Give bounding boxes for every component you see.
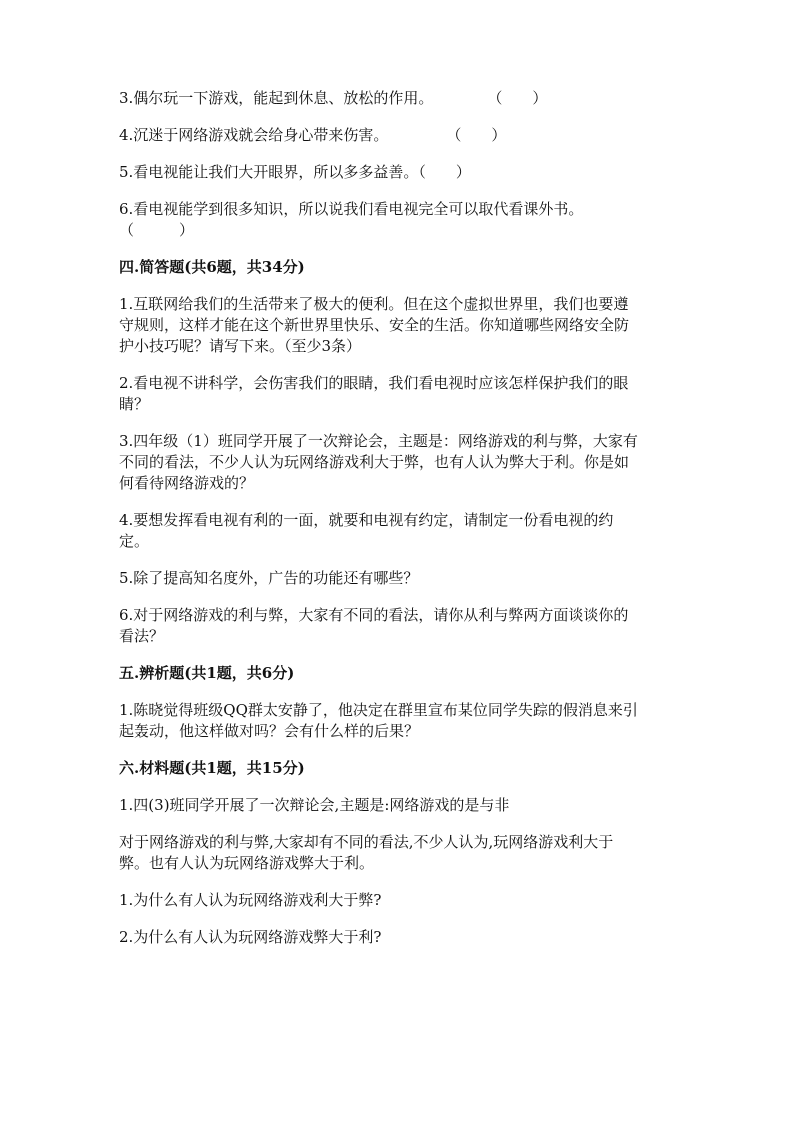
item-line: 不同的看法，不少人认为玩网络游戏利大于弊，也有人认为弊大于利。你是如 bbox=[119, 453, 630, 471]
item-line: 6.对于网络游戏的利与弊，大家有不同的看法，请你从利与弊两方面谈谈你的 bbox=[119, 606, 629, 624]
answer-blank[interactable]: （ ） bbox=[446, 126, 507, 144]
item-line: 3.四年级（1）班同学开展了一次辩论会，主题是：网络游戏的利与弊，大家有 bbox=[119, 432, 638, 450]
item-line: 护小技巧呢？请写下来。（至少3条） bbox=[119, 337, 362, 355]
item-line: 4.要想发挥看电视有利的一面，就要和电视有约定，请制定一份看电视的约 bbox=[119, 511, 614, 529]
section-6-heading: 六.材料题(共1题，共15分) bbox=[119, 759, 305, 777]
item-line: 何看待网络游戏的？ bbox=[119, 474, 255, 492]
item-line: 守规则，这样才能在这个新世界里快乐、安全的生活。你知道哪些网络安全防 bbox=[119, 316, 630, 334]
item-line: 1.陈晓觉得班级QQ群太安静了，他决定在群里宣布某位同学失踪的假消息来引 bbox=[119, 701, 638, 719]
judge-item-6-line-1: 6.看电视能学到很多知识，所以说我们看电视完全可以取代看课外书。 bbox=[119, 200, 584, 218]
judge-item-6 bbox=[119, 199, 679, 241]
judge-item-3 bbox=[119, 88, 679, 109]
short-answer-item-6 bbox=[119, 605, 679, 647]
material-passage bbox=[119, 832, 679, 874]
judge-item-5-text: 5.看电视能让我们大开眼界，所以多多益善。（ ） bbox=[119, 163, 471, 181]
judge-item-3-line bbox=[119, 88, 679, 109]
short-answer-item-1 bbox=[119, 294, 679, 357]
item-line: 2.为什么有人认为玩网络游戏弊大于利? bbox=[119, 928, 382, 946]
judge-item-3-text: 3.偶尔玩一下游戏，能起到休息、放松的作用。 bbox=[119, 89, 434, 107]
item-line: 起轰动，他这样做对吗？会有什么样的后果？ bbox=[119, 722, 420, 740]
judge-item-4 bbox=[119, 125, 679, 146]
item-line: 看法？ bbox=[119, 627, 165, 645]
item-line: 5.除了提高知名度外，广告的功能还有哪些？ bbox=[119, 569, 419, 587]
material-question-1 bbox=[119, 890, 679, 911]
document-page bbox=[119, 88, 679, 964]
item-line: 弊。也有人认为玩网络游戏弊大于利。 bbox=[119, 854, 375, 872]
answer-blank[interactable]: （ ） bbox=[487, 89, 548, 107]
judge-item-4-line bbox=[119, 125, 679, 146]
judge-item-5 bbox=[119, 162, 679, 183]
short-answer-item-4 bbox=[119, 510, 679, 552]
material-item-1 bbox=[119, 795, 679, 816]
judge-item-4-text: 4.沉迷于网络游戏就会给身心带来伤害。 bbox=[119, 126, 389, 144]
item-line: 定。 bbox=[119, 532, 150, 550]
material-question-2 bbox=[119, 927, 679, 948]
short-answer-item-2 bbox=[119, 373, 679, 415]
item-line: 1.互联网给我们的生活带来了极大的便利。但在这个虚拟世界里，我们也要遵 bbox=[119, 295, 629, 313]
item-line: 睛？ bbox=[119, 395, 150, 413]
item-line: 1.四(3)班同学开展了一次辩论会,主题是:网络游戏的是与非 bbox=[119, 796, 510, 814]
item-line: 对于网络游戏的利与弊,大家却有不同的看法,不少人认为,玩网络游戏利大于 bbox=[119, 833, 614, 851]
item-line: 2.看电视不讲科学，会伤害我们的眼睛，我们看电视时应该怎样保护我们的眼 bbox=[119, 374, 629, 392]
analysis-item-1 bbox=[119, 700, 679, 742]
answer-blank[interactable]: （ ） bbox=[119, 221, 195, 239]
section-5-heading: 五.辨析题(共1题，共6分) bbox=[119, 664, 295, 682]
short-answer-item-3 bbox=[119, 431, 679, 494]
item-line: 1.为什么有人认为玩网络游戏利大于弊? bbox=[119, 891, 382, 909]
short-answer-item-5 bbox=[119, 568, 679, 589]
section-4-heading: 四.简答题(共6题，共34分) bbox=[119, 258, 305, 276]
